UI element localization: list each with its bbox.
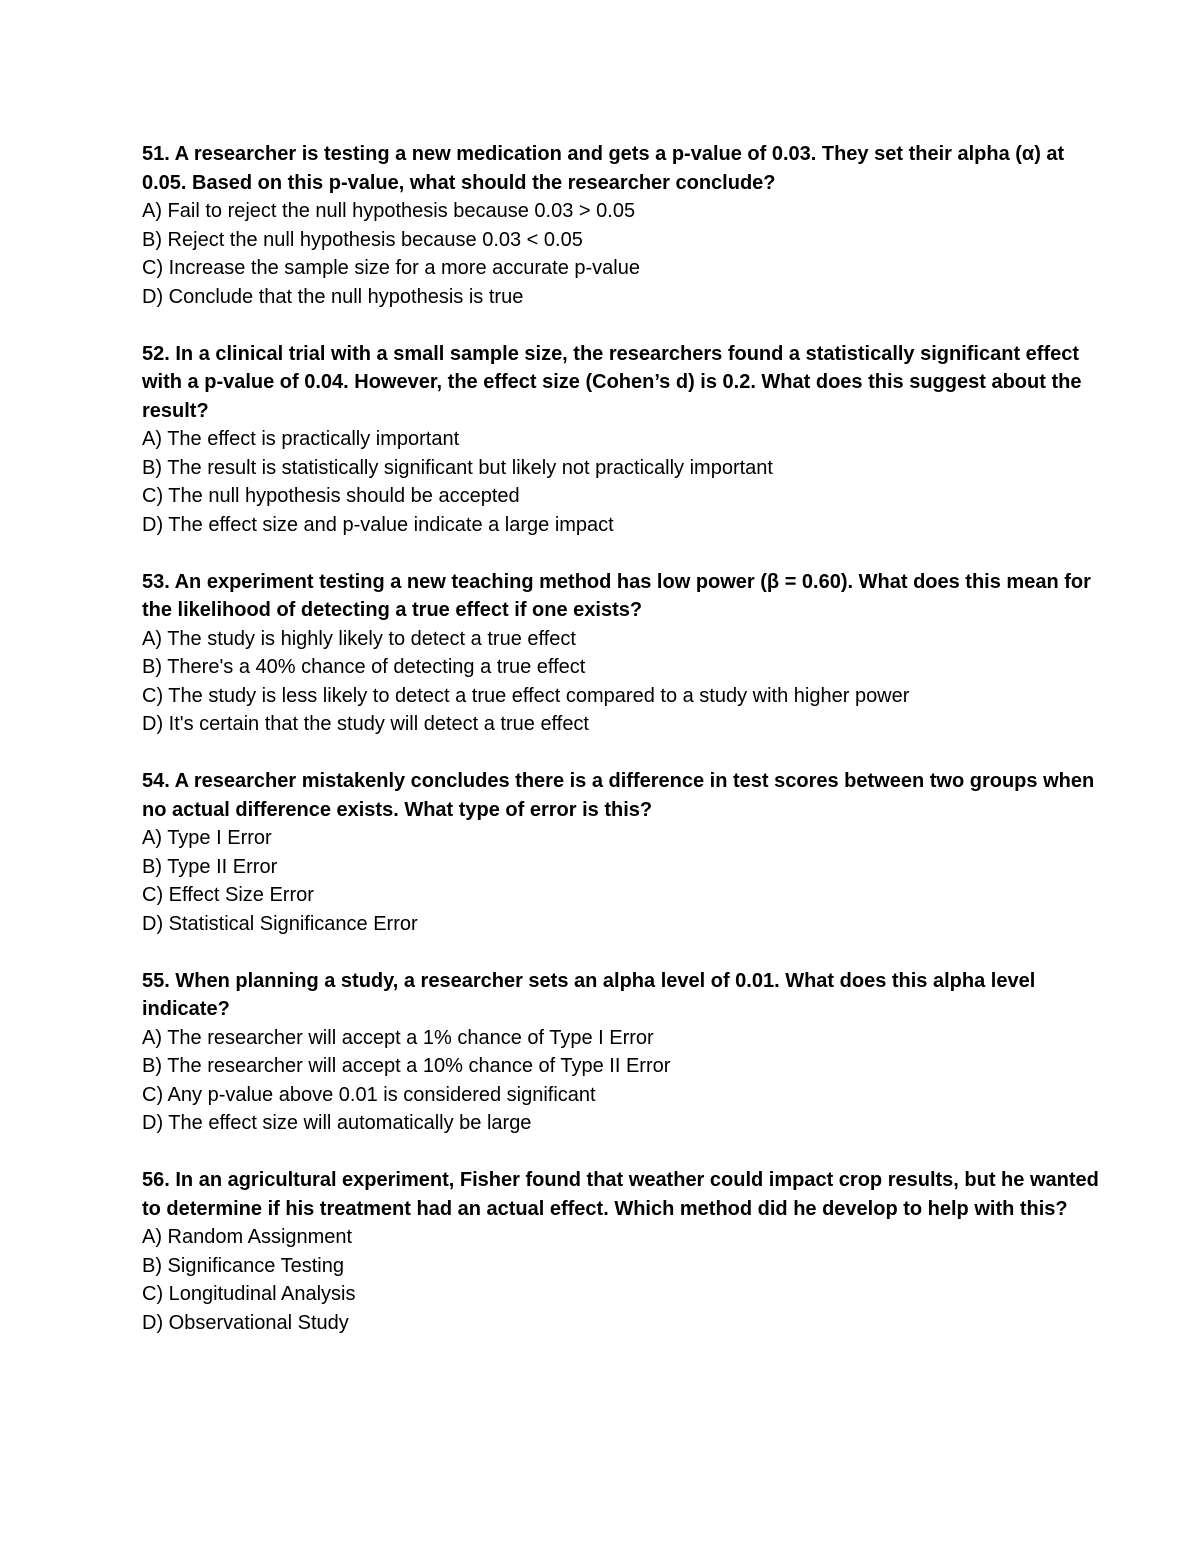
- answer-option-a: A) The effect is practically important: [142, 428, 460, 450]
- answer-option-d: D) The effect size and p-value indicate a large impact: [142, 513, 614, 536]
- document-page: [142, 140, 1102, 1366]
- answer-option-d: D) The effect size will automatically be large: [142, 1112, 532, 1134]
- answer-option-c: C) Increase the sample size for a more accurate p-value: [142, 257, 640, 279]
- answer-option-b: B) The researcher will accept a 10% chance of Type II Error: [142, 1055, 671, 1077]
- question-53: [142, 568, 1102, 739]
- question-text: 55. When planning a study, a researcher sets an alpha level of 0.01. What does this alpha level indicate?: [142, 969, 1036, 1020]
- answer-option-d: D) It's certain that the study will detect a true effect: [142, 713, 589, 735]
- question-51: [142, 140, 1102, 311]
- answer-option-d: D) Observational Study: [142, 1311, 349, 1334]
- question-52: [142, 340, 1102, 540]
- answer-option-a: A) Fail to reject the null hypothesis because 0.03 > 0.05: [142, 200, 636, 222]
- question-text: 52. In a clinical trial with a small sample size, the researchers found a statistically significant effect with a p-value of 0.04. However, the effect size (Cohen’s d) is 0.2. What does this suggest about the result?: [142, 342, 1082, 422]
- answer-option-c: C) The study is less likely to detect a true effect compared to a study with higher power: [142, 684, 910, 707]
- answer-option-b: B) Type II Error: [142, 855, 278, 878]
- question-55: [142, 967, 1102, 1138]
- question-text: 56. In an agricultural experiment, Fisher found that weather could impact crop results, but he wanted to determine if his treatment had an actual effect. Which method did he develop to help with this?: [142, 1169, 1099, 1220]
- question-text: 51. A researcher is testing a new medication and gets a p-value of 0.03. They set their alpha (α) at 0.05. Based on this p-value, what should the researcher conclude?: [142, 143, 1065, 194]
- answer-option-a: A) Type I Error: [142, 827, 272, 849]
- question-text: 53. An experiment testing a new teaching method has low power (β = 0.60). What does this mean for the likelihood of detecting a true effect if one exists?: [142, 570, 1091, 621]
- question-text: 54. A researcher mistakenly concludes there is a difference in test scores between two groups when no actual difference exists. What type of error is this?: [142, 770, 1095, 821]
- answer-option-b: B) Significance Testing: [142, 1254, 344, 1277]
- answer-option-b: B) The result is statistically significant but likely not practically important: [142, 456, 773, 479]
- answer-option-c: C) Longitudinal Analysis: [142, 1283, 356, 1305]
- answer-option-c: C) Effect Size Error: [142, 884, 314, 906]
- question-56: [142, 1166, 1102, 1337]
- answer-option-a: A) The study is highly likely to detect a true effect: [142, 627, 576, 650]
- answer-option-c: C) Any p-value above 0.01 is considered significant: [142, 1083, 596, 1106]
- answer-option-d: D) Conclude that the null hypothesis is true: [142, 285, 524, 308]
- answer-option-b: B) Reject the null hypothesis because 0.03 < 0.05: [142, 228, 583, 251]
- answer-option-d: D) Statistical Significance Error: [142, 912, 418, 935]
- answer-option-a: A) Random Assignment: [142, 1226, 353, 1248]
- answer-option-b: B) There's a 40% chance of detecting a true effect: [142, 656, 586, 678]
- answer-option-a: A) The researcher will accept a 1% chance of Type I Error: [142, 1026, 654, 1049]
- answer-option-c: C) The null hypothesis should be accepted: [142, 485, 520, 507]
- question-54: [142, 767, 1102, 938]
